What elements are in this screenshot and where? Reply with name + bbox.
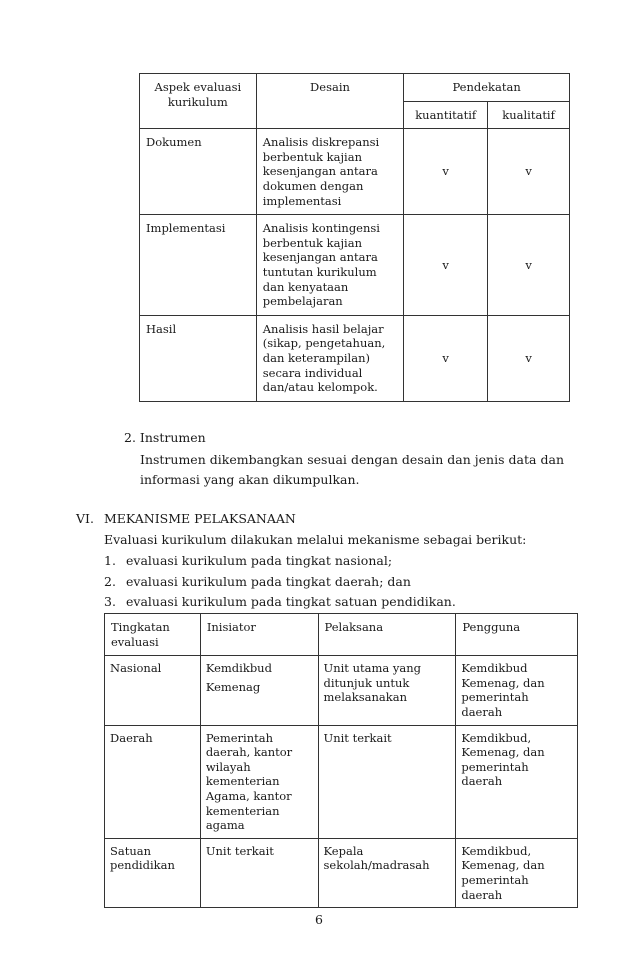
cell-desain: Analisis diskrepansi berbentuk kajian kesenjangan antara dokumen dengan implementasi [256, 129, 403, 215]
section-intro: Evaluasi kurikulum dilakukan melalui mekanisme sebagai berikut: [104, 532, 527, 547]
evaluation-aspect-table [139, 73, 570, 402]
mechanism-table [104, 613, 578, 908]
cell-aspek: Dokumen [140, 129, 257, 215]
cell-kuantitatif: v [404, 315, 488, 401]
page-number: 6 [315, 912, 323, 927]
table-row [105, 838, 578, 907]
cell-kualitatif: v [488, 215, 570, 316]
cell-pelaksana: Unit utama yang ditunjuk untuk melaksanakan [318, 656, 456, 725]
cell-kuantitatif: v [404, 129, 488, 215]
cell-tingkatan: Satuan pendidikan [105, 838, 201, 907]
list-item-text: evaluasi kurikulum pada tingkat daerah; dan [126, 574, 411, 589]
table-row [140, 215, 570, 316]
header-desain: Desain [256, 74, 403, 129]
cell-inisiator-line: Kemenag [205, 679, 261, 694]
list-item-text: evaluasi kurikulum pada tingkat nasional; [126, 553, 393, 568]
cell-pelaksana: Unit terkait [318, 725, 456, 838]
header-inisiator: Inisiator [200, 614, 318, 656]
cell-tingkatan: Nasional [105, 656, 201, 725]
cell-pelaksana: Kepala sekolah/madrasah [318, 838, 456, 907]
cell-kuantitatif: v [404, 215, 488, 316]
list-item-text: evaluasi kurikulum pada tingkat satuan pendidikan. [126, 594, 456, 609]
cell-kualitatif: v [488, 315, 570, 401]
cell-pengguna: Kemdikbud, Kemenag, dan pemerintah daerah [456, 725, 578, 838]
header-aspek: Aspek evaluasi kurikulum [140, 74, 257, 129]
cell-desain: Analisis kontingensi berbentuk kajian kesenjangan antara tuntutan kurikulum dan kenyataan pembelajaran [256, 215, 403, 316]
cell-inisiator: Unit terkait [200, 838, 318, 907]
cell-inisiator: Pemerintah daerah, kantor wilayah kementerian Agama, kantor kementerian agama [200, 725, 318, 838]
table-row [105, 725, 578, 838]
list-item-number: 2. [104, 574, 116, 589]
section-number: VI. [76, 511, 94, 526]
header-pengguna: Pengguna [456, 614, 578, 656]
cell-kualitatif: v [488, 129, 570, 215]
instrumen-text: Instrumen dikembangkan sesuai dengan desain dan jenis data dan informasi yang akan dikumpulkan. [140, 452, 564, 487]
cell-pengguna: Kemdikbud Kemenag, dan pemerintah daerah [456, 656, 578, 725]
cell-desain: Analisis hasil belajar (sikap, pengetahuan, dan keterampilan) secara individual dan/atau kelompok. [256, 315, 403, 401]
instrumen-title: Instrumen [139, 430, 206, 445]
cell-aspek: Hasil [140, 315, 257, 401]
header-tingkatan: Tingkatan evaluasi [105, 614, 201, 656]
section-title: MEKANISME PELAKSANAAN [104, 511, 296, 526]
header-pendekatan: Pendekatan [404, 74, 570, 102]
cell-aspek: Implementasi [140, 215, 257, 316]
table-row [140, 129, 570, 215]
instrumen-number: 2. [124, 430, 136, 445]
header-kuantitatif: kuantitatif [404, 101, 488, 129]
list-item-number: 1. [104, 553, 116, 568]
cell-tingkatan: Daerah [105, 725, 201, 838]
instrumen-heading [124, 428, 206, 448]
cell-pengguna: Kemdikbud, Kemenag, dan pemerintah daerah [456, 838, 578, 907]
header-pelaksana: Pelaksana [318, 614, 456, 656]
list-item-number: 3. [104, 594, 116, 609]
header-kualitatif: kualitatif [488, 101, 570, 129]
table-row [105, 656, 578, 725]
cell-inisiator-line: Kemdikbud [205, 661, 272, 676]
table-row [140, 315, 570, 401]
cell-inisiator [200, 656, 318, 725]
